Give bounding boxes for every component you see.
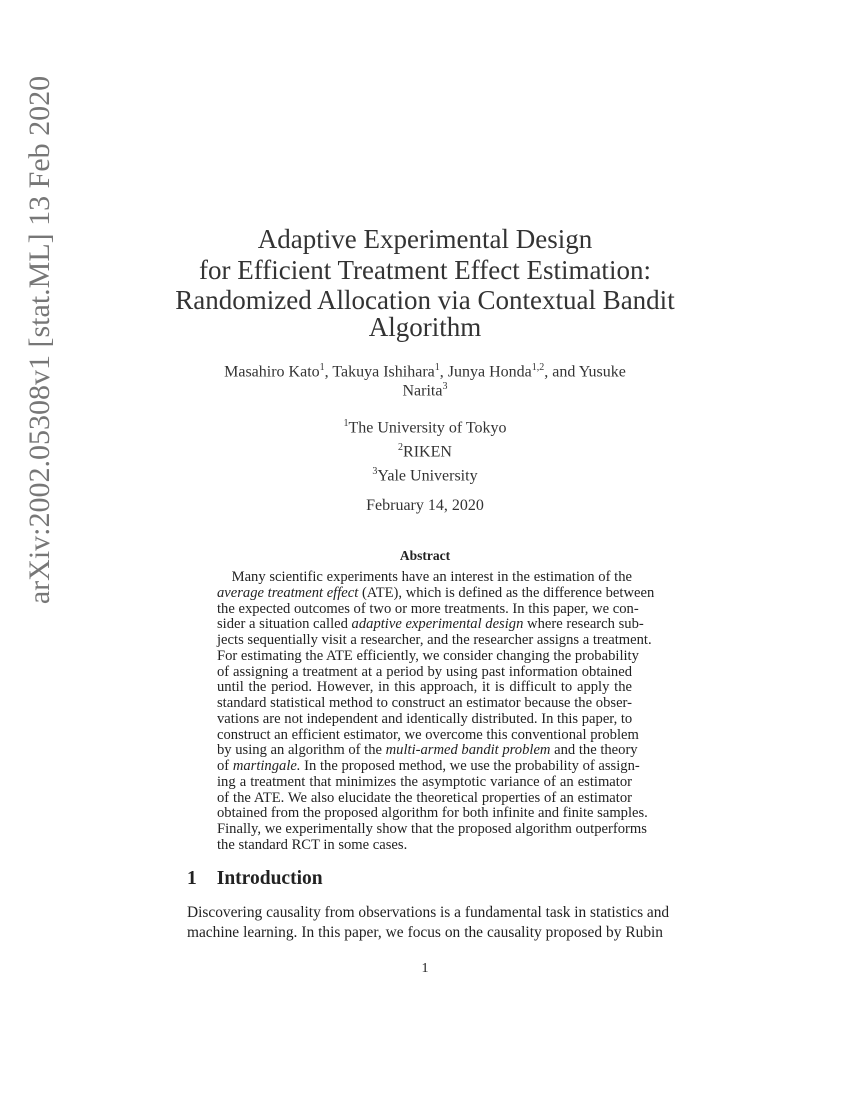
abstract-text: In the proposed method, we use the probability of assign- [300, 758, 640, 775]
abstract-line [217, 837, 632, 854]
affil-mark: 1 [319, 362, 325, 373]
affil-mark: 1 [434, 362, 440, 373]
affiliation-name: The University of Tokyo [348, 419, 507, 437]
arxiv-identifier-stamp: arXiv:2002.05308v1 [stat.ML] 13 Feb 2020 [23, 75, 56, 605]
abstract-emphasis: average treatment effect [217, 584, 359, 601]
author: Masahiro Kato [224, 363, 320, 381]
title-line: Randomized Allocation via Contextual Bandit [175, 285, 675, 315]
affiliation [0, 462, 850, 486]
title-line: Algorithm [368, 312, 482, 342]
abstract-line [217, 647, 639, 665]
affil-mark: 2 [398, 441, 404, 453]
affil-mark: 1 [343, 418, 349, 429]
affiliation [0, 438, 850, 462]
page-number: 1 [421, 961, 429, 976]
abstract-line [217, 616, 644, 633]
abstract-text: obtained from the proposed algorithm for both infinite and finite samples. [217, 805, 648, 822]
abstract-line [217, 679, 632, 696]
abstract-line [217, 774, 632, 791]
affil-mark: 3 [442, 381, 448, 393]
abstract-text: of [217, 758, 233, 775]
abstract-emphasis: martingale. [232, 758, 301, 775]
abstract-text: the standard RCT in some cases. [217, 837, 408, 853]
affiliation-name: RIKEN [403, 443, 452, 461]
abstract-text: construct an efficient estimator, we overcome this conventional problem [217, 726, 639, 743]
abstract-line [217, 758, 640, 775]
abstract-line [217, 664, 632, 681]
title-line: for Efficient Treatment Effect Estimation: [199, 255, 651, 285]
abstract-text: the expected outcomes of two or more treatments. In this paper, we con- [217, 600, 639, 617]
author: Narita [402, 382, 443, 400]
abstract-line [217, 805, 648, 822]
affiliation-name: Yale University [377, 466, 478, 484]
abstract-text: of the ATE. We also elucidate the theoretical properties of an estimator [217, 789, 632, 806]
abstract-line [217, 632, 652, 649]
date: February 14, 2020 [366, 497, 484, 514]
abstract-text: and the theory [550, 742, 638, 759]
abstract-text: of assigning a treatment at a period by using past information obtained [217, 663, 632, 680]
intro-line: machine learning. In this paper, we focus on the causality proposed by Rubin [187, 924, 663, 941]
abstract-text: standard statistical method to construct an estimator because the obser- [217, 695, 632, 712]
author: , Takuya Ishihara [324, 363, 435, 381]
section-title: Introduction [216, 868, 323, 889]
abstract-line [217, 600, 639, 618]
authors-line [0, 362, 850, 381]
abstract-line [217, 711, 632, 728]
author: , and Yusuke [544, 363, 626, 381]
section-number: 1 [187, 868, 197, 889]
abstract-text: (ATE), which is defined as the difference between [358, 584, 655, 601]
abstract-text: sider a situation called [217, 616, 352, 633]
author: , Junya Honda [439, 363, 532, 381]
abstract-text: ing a treatment that minimizes the asymptotic variance of an estimator [217, 773, 632, 790]
abstract-text: For estimating the ATE efficiently, we consider changing the probability [217, 647, 639, 664]
abstract-line [217, 790, 632, 807]
abstract-emphasis: adaptive experimental design [351, 616, 524, 633]
abstract-text: vations are not independent and identically distributed. In this paper, to [217, 710, 633, 727]
intro-line: Discovering causality from observations is a fundamental task in statistics and [187, 904, 670, 921]
abstract-line [217, 695, 632, 712]
abstract-line [217, 569, 632, 586]
abstract-heading: Abstract [399, 548, 451, 563]
abstract-line [217, 726, 639, 744]
authors [0, 362, 850, 401]
title-line: Adaptive Experimental Design [257, 224, 593, 254]
abstract-text: Finally, we experimentally show that the proposed algorithm outperforms [217, 821, 647, 838]
affil-mark: 3 [372, 465, 378, 477]
abstract-emphasis: multi-armed bandit problem [385, 742, 551, 759]
paper-title [0, 224, 850, 343]
affiliation [0, 414, 850, 438]
abstract-text: where research sub- [523, 616, 644, 633]
abstract-text: Many scientific experiments have an interest in the estimation of the [217, 569, 632, 585]
abstract-line [217, 584, 655, 602]
authors-line [0, 381, 850, 400]
affiliations [0, 414, 850, 485]
abstract-text: by using an algorithm of the [217, 742, 386, 759]
abstract-text: jects sequentially visit a researcher, and the researcher assigns a treatment. [217, 632, 652, 649]
abstract-line [217, 742, 638, 759]
abstract-line [217, 821, 647, 838]
abstract-text: until the period. However, in this approach, it is difficult to apply the [217, 679, 632, 696]
affil-mark: 1,2 [531, 362, 545, 373]
section-heading [187, 868, 323, 890]
